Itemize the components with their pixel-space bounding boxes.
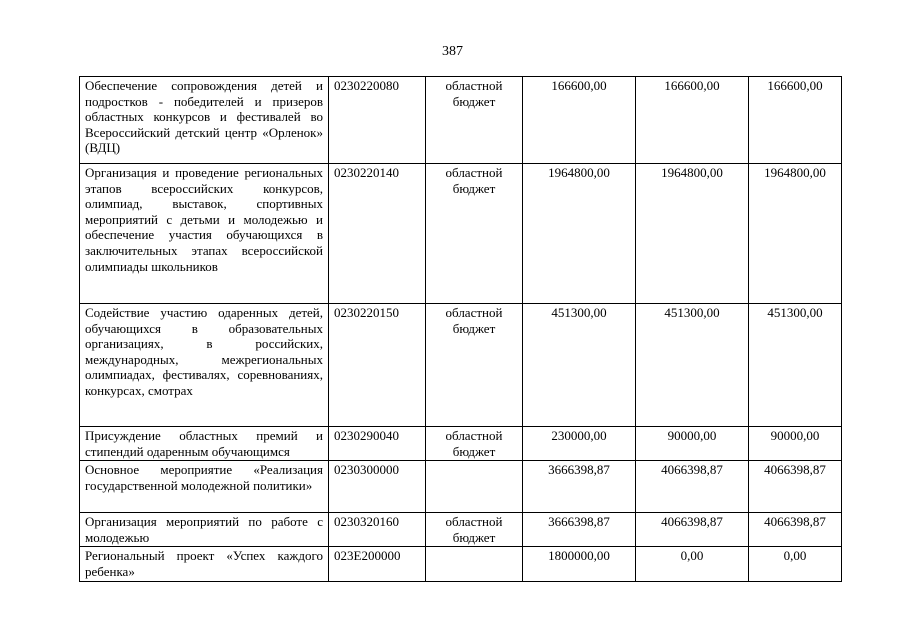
amount-year3-cell: 4066398,87	[749, 513, 842, 547]
table-row	[80, 304, 842, 427]
amount-year1-cell: 451300,00	[523, 304, 636, 427]
table-row	[80, 547, 842, 582]
activity-name-cell: Организация мероприятий по работе с молодежью	[80, 513, 329, 547]
activity-name-cell: Обеспечение сопровождения детей и подростков - победителей и призеров областных конкурсов и фестивалей во Всероссийский детский центр «Орленок» (ВДЦ)	[80, 77, 329, 164]
amount-year2-cell: 4066398,87	[636, 513, 749, 547]
amount-year1-cell: 3666398,87	[523, 461, 636, 513]
table-row	[80, 427, 842, 461]
funding-source-cell: областной бюджет	[426, 77, 523, 164]
table-row	[80, 77, 842, 164]
budget-code-cell: 0230220080	[329, 77, 426, 164]
activity-name-cell: Организация и проведение региональных этапов всероссийских конкурсов, олимпиад, выставок, спортивных мероприятий с детьми и молодежью и обеспечение участия обучающихся в заключительных этапах всероссийской олимпиады школьников	[80, 164, 329, 304]
activity-name-cell: Присуждение областных премий и стипендий одаренным обучающимся	[80, 427, 329, 461]
amount-year3-cell: 0,00	[749, 547, 842, 582]
budget-table	[79, 76, 842, 582]
activity-name-cell: Содействие участию одаренных детей, обучающихся в образовательных организациях, в российских, международных, межрегиональных олимпиадах, фестивалях, соревнованиях, конкурсах, смотрах	[80, 304, 329, 427]
amount-year1-cell: 166600,00	[523, 77, 636, 164]
amount-year3-cell: 1964800,00	[749, 164, 842, 304]
activity-name-cell: Региональный проект «Успех каждого ребенка»	[80, 547, 329, 582]
funding-source-cell: областной бюджет	[426, 164, 523, 304]
activity-name-cell: Основное мероприятие «Реализация государственной молодежной политики»	[80, 461, 329, 513]
funding-source-cell	[426, 547, 523, 582]
amount-year1-cell: 1800000,00	[523, 547, 636, 582]
amount-year3-cell: 4066398,87	[749, 461, 842, 513]
amount-year1-cell: 230000,00	[523, 427, 636, 461]
table-row	[80, 513, 842, 547]
funding-source-cell: областной бюджет	[426, 304, 523, 427]
amount-year1-cell: 1964800,00	[523, 164, 636, 304]
table-row	[80, 164, 842, 304]
amount-year2-cell: 4066398,87	[636, 461, 749, 513]
budget-code-cell: 023Е200000	[329, 547, 426, 582]
amount-year2-cell: 166600,00	[636, 77, 749, 164]
funding-source-cell: областной бюджет	[426, 513, 523, 547]
page-number: 387	[442, 44, 463, 59]
amount-year1-cell: 3666398,87	[523, 513, 636, 547]
budget-code-cell: 0230290040	[329, 427, 426, 461]
funding-source-cell: областной бюджет	[426, 427, 523, 461]
amount-year2-cell: 90000,00	[636, 427, 749, 461]
amount-year2-cell: 1964800,00	[636, 164, 749, 304]
budget-code-cell: 0230300000	[329, 461, 426, 513]
amount-year3-cell: 451300,00	[749, 304, 842, 427]
funding-source-cell	[426, 461, 523, 513]
amount-year2-cell: 0,00	[636, 547, 749, 582]
budget-code-cell: 0230320160	[329, 513, 426, 547]
amount-year3-cell: 90000,00	[749, 427, 842, 461]
budget-code-cell: 0230220150	[329, 304, 426, 427]
table-row	[80, 461, 842, 513]
amount-year3-cell: 166600,00	[749, 77, 842, 164]
amount-year2-cell: 451300,00	[636, 304, 749, 427]
budget-code-cell: 0230220140	[329, 164, 426, 304]
